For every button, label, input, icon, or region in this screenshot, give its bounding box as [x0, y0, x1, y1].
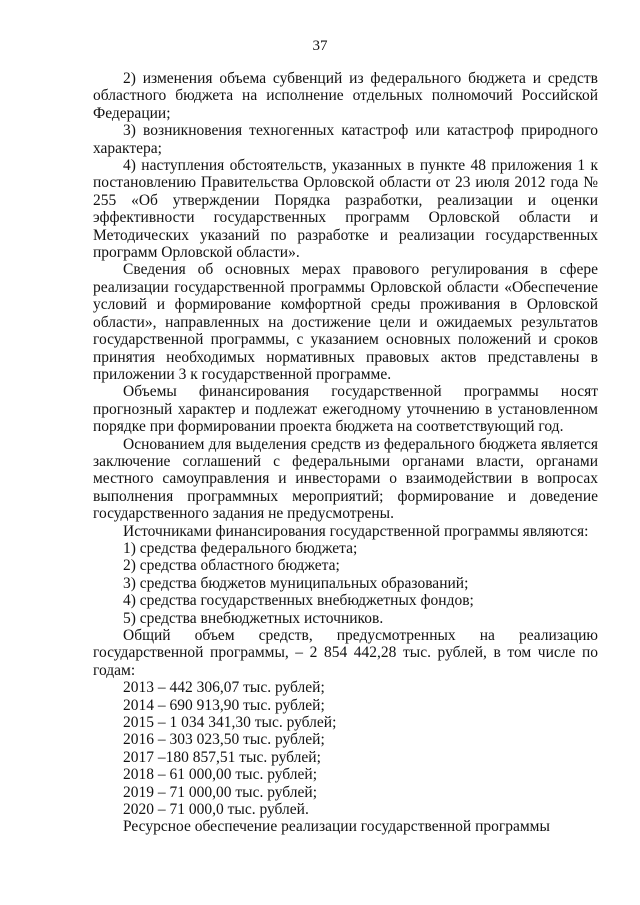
page-number: 37: [312, 38, 328, 54]
paragraph-financing-volumes: Объемы финансирования государственной программы носят прогнозный характер и подлежат ежегодному уточнению в установленном порядке при формировании проекта бюджета на соответствующий год.: [93, 383, 598, 436]
paragraph-sources-intro: Источниками финансирования государственной программы являются:: [123, 522, 589, 540]
paragraph-resource-support: Ресурсное обеспечение реализации государственной программы: [123, 818, 550, 836]
year-amount-item: 2020 – 71 000,0 тыс. рублей.: [123, 801, 309, 819]
paragraph-item-4: 4) наступления обстоятельств, указанных в пункте 48 приложения 1 к постановлению Правительства Орловской области от 23 июля 2012 года № 255 «Об утверждении Порядка разработки, реализации и оценки эффективности государственных программ Орловской области и Методических указаний по разработке и реализации государственных программ Орловской области».: [93, 157, 598, 262]
source-list-item: 4) средства государственных внебюджетных фондов;: [123, 592, 474, 610]
year-amount-item: 2019 – 71 000,00 тыс. рублей;: [123, 783, 317, 801]
year-amount-item: 2017 –180 857,51 тыс. рублей;: [123, 748, 321, 766]
paragraph-item-2: 2) изменения объема субвенций из федерального бюджета и средств областного бюджета на исполнение отдельных полномочий Российской Федерации;: [93, 70, 598, 122]
paragraph-item-3: 3) возникновения техногенных катастроф или катастроф природного характера;: [93, 122, 598, 157]
paragraph-regulation: Сведения об основных мерах правового регулирования в сфере реализации государственной программы Орловской области «Обеспечение условий и формирование комфортной среды проживания в Орловской области», направленных на достижение цели и ожидаемых результатов государственной программы, с указанием основных положений и сроков принятия необходимых нормативных правовых актов представлены в приложении 3 к государственной программе.: [93, 261, 598, 383]
year-amount-item: 2015 – 1 034 341,30 тыс. рублей;: [123, 714, 337, 732]
year-amount-item: 2018 – 61 000,00 тыс. рублей;: [123, 766, 317, 784]
year-amount-item: 2014 – 690 913,90 тыс. рублей;: [123, 696, 325, 714]
paragraph-federal-basis: Основанием для выделения средств из федерального бюджета является заключение соглашений с федеральными органами власти, органами местного самоуправления и инвесторами о взаимодействии в вопросах выполнения программных мероприятий; формирование и доведение государственного задания не предусмотрены.: [93, 435, 598, 523]
paragraph-total-volume: Общий объем средств, предусмотренных на реализацию государственной программы, – 2 854 442,28 тыс. рублей, в том числе по годам:: [93, 627, 598, 679]
document-body: [93, 70, 598, 836]
source-list-item: 5) средства внебюджетных источников.: [123, 609, 384, 627]
year-amount-item: 2013 – 442 306,07 тыс. рублей;: [123, 679, 325, 697]
source-list-item: 2) средства областного бюджета;: [123, 557, 340, 575]
source-list-item: 3) средства бюджетов муниципальных образований;: [123, 574, 469, 592]
source-list-item: 1) средства федерального бюджета;: [123, 539, 358, 557]
year-amount-item: 2016 – 303 023,50 тыс. рублей;: [123, 731, 325, 749]
